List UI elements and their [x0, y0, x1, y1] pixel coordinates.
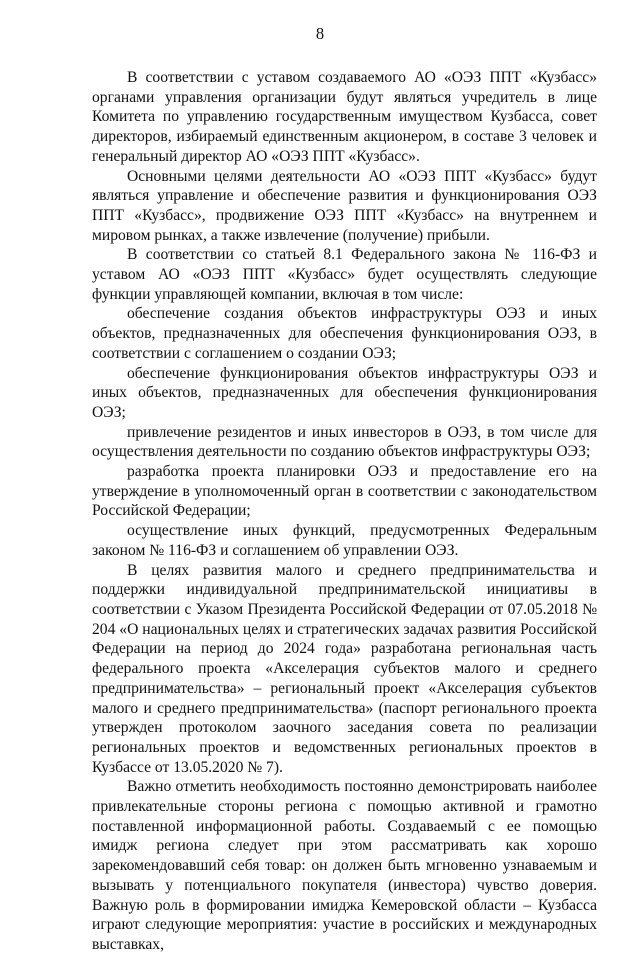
- paragraph: Важно отметить необходимость постоянно демонстрировать наиболее привлекательные стороны региона с помощью активной и грамотно поставленной информационной работы. Создаваемый с ее помощью имидж региона следует при этом рассматривать как хорошо зарекомендовавший себя товар: он должен быть мгновенно узнаваемым и вызывать у потенциального покупателя (инвестора) чувство доверия. Важную роль в формировании имиджа Кемеровской области – Кузбасса играют следующие мероприятия: участие в российских и международных выставках,: [92, 778, 597, 953]
- paragraph: В целях развития малого и среднего предпринимательства и поддержки индивидуальной предпринимательской инициативы в соответствии с Указом Президента Российской Федерации от 07.05.2018 № 204 «О национальных целях и стратегических задачах развития Российской Федерации на период до 2024 года» разработана региональная часть федерального проекта «Акселерация субъектов малого и среднего предпринимательства» – региональный проект «Акселерация субъектов малого и среднего предпринимательства» (паспорт регионального проекта утвержден протоколом заочного заседания совета по реализации региональных проектов и ведомственных региональных проектов в Кузбассе от 13.05.2020 № 7).: [92, 561, 597, 776]
- document-body: [92, 68, 597, 955]
- paragraph: В соответствии со статьей 8.1 Федерального закона № 116-ФЗ и уставом АО «ОЭЗ ППТ «Кузбасс» будет осуществлять следующие функции управляющей компании, включая в том числе:: [92, 246, 597, 303]
- list-item: привлечение резидентов и иных инвесторов в ОЭЗ, в том числе для осуществления деятельности по созданию объектов инфраструктуры ОЭЗ;: [92, 423, 597, 461]
- list-item: осуществление иных функций, предусмотренных Федеральным законом № 116-ФЗ и соглашением об управлении ОЭЗ.: [92, 522, 597, 559]
- list-item: обеспечение функционирования объектов инфраструктуры ОЭЗ и иных объектов, предназначенных для обеспечения функционирования ОЭЗ;: [92, 364, 597, 421]
- paragraph: В соответствии с уставом создаваемого АО «ОЭЗ ППТ «Кузбасс» органами управления организации будут являться учредитель в лице Комитета по управлению государственным имуществом Кузбасса, совет директоров, избираемый единственным акционером, в составе 3 человек и генеральный директор АО «ОЭЗ ППТ «Кузбасс».: [92, 69, 597, 165]
- list-item: разработка проекта планировки ОЭЗ и предоставление его на утверждение в уполномоченный орган в соответствии с законодательством Российской Федерации;: [92, 463, 597, 520]
- list-item: обеспечение создания объектов инфраструктуры ОЭЗ и иных объектов, предназначенных для обеспечения функционирования ОЭЗ, в соответствии с соглашением о создании ОЭЗ;: [92, 305, 597, 362]
- page-number: 8: [315, 24, 325, 43]
- paragraph: Основными целями деятельности АО «ОЭЗ ППТ «Кузбасс» будут являться управление и обеспечение развития и функционирования ОЭЗ ППТ «Кузбасс», продвижение ОЭЗ ППТ «Кузбасс» на внутреннем и мировом рынках, а также извлечение (получение) прибыли.: [92, 167, 597, 244]
